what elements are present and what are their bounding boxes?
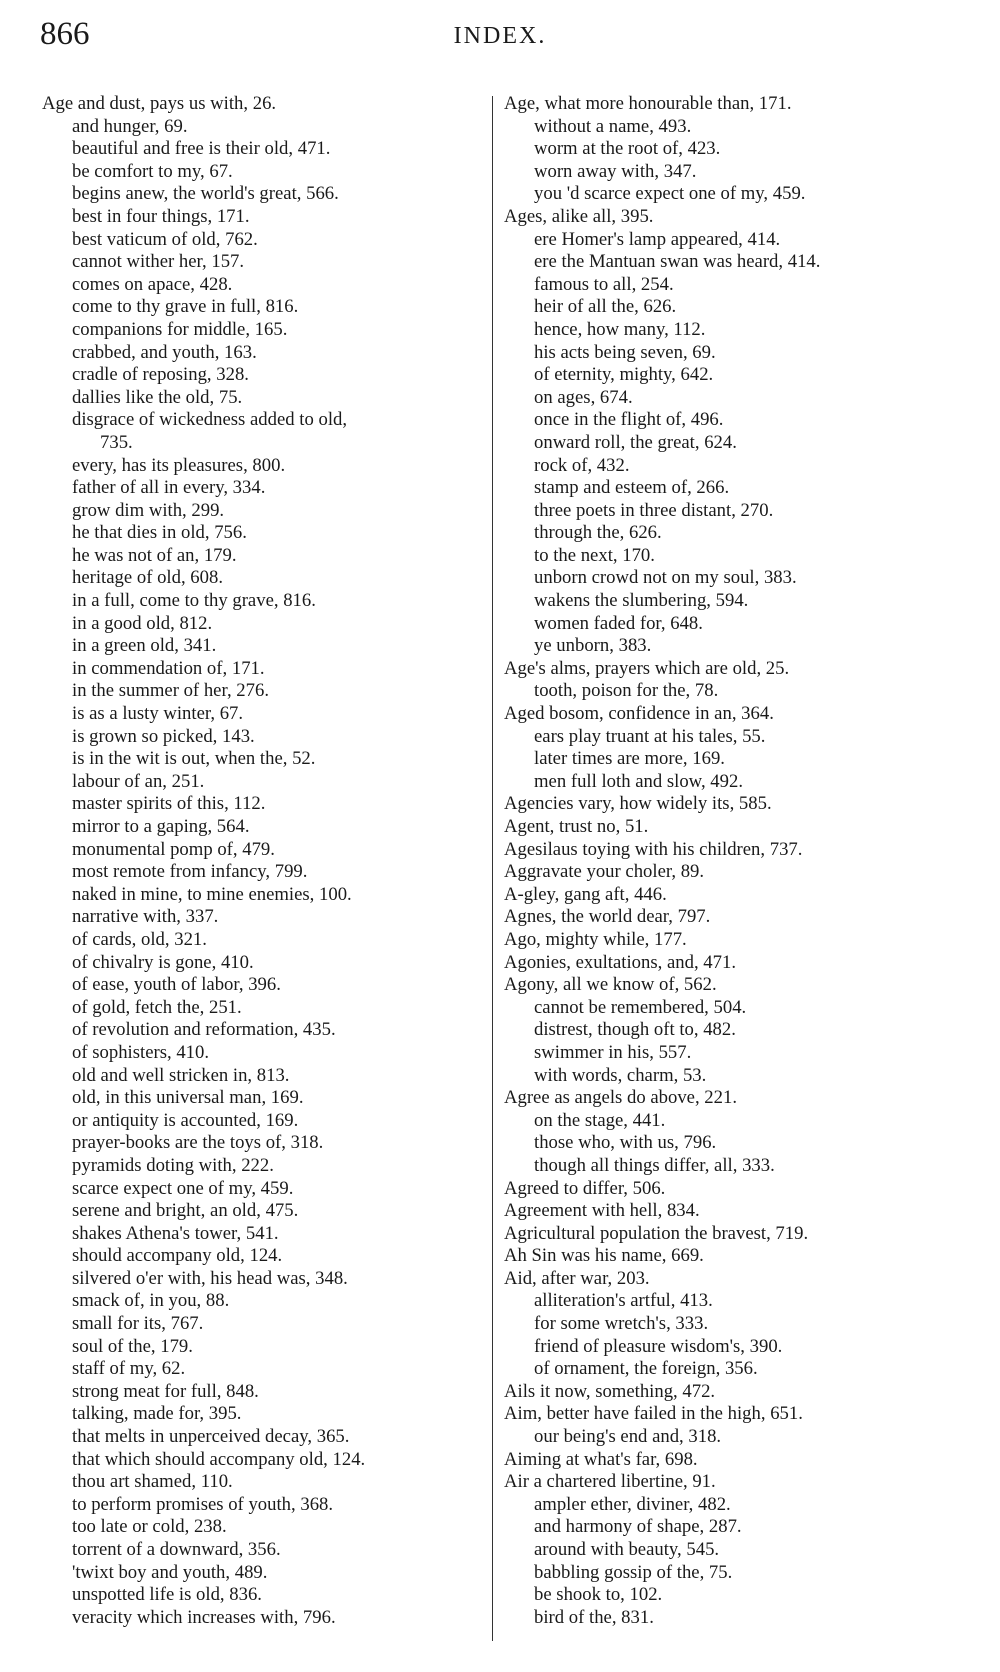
index-subentry: around with beauty, 545. bbox=[534, 1539, 720, 1560]
index-subentry: of ease, youth of labor, 396. bbox=[72, 974, 281, 996]
index-subentry: tooth, poison for the, 78. bbox=[534, 680, 719, 702]
index-subentry: is grown so picked, 143. bbox=[72, 725, 255, 747]
index-heading-entry: Ah Sin was his name, 669. bbox=[504, 1245, 704, 1267]
index-subentry: is in the wit is out, when the, 52. bbox=[72, 748, 316, 770]
index-heading-entry: Agent, trust no, 51. bbox=[504, 816, 649, 837]
index-heading-entry: A-gley, gang aft, 446. bbox=[504, 883, 667, 905]
index-subentry: comes on apace, 428. bbox=[72, 273, 233, 295]
index-subentry: friend of pleasure wisdom's, 390. bbox=[534, 1335, 783, 1357]
index-subentry: naked in mine, to mine enemies, 100. bbox=[72, 883, 352, 905]
index-subentry: staff of my, 62. bbox=[72, 1358, 186, 1380]
index-subentry: most remote from infancy, 799. bbox=[72, 861, 308, 883]
index-heading-entry: Ails it now, something, 472. bbox=[504, 1380, 716, 1402]
index-subentry: small for its, 767. bbox=[72, 1313, 204, 1335]
index-subentry: in a green old, 341. bbox=[72, 635, 217, 657]
index-subentry: prayer-books are the toys of, 318. bbox=[72, 1132, 324, 1154]
index-subentry: you 'd scarce expect one of my, 459. bbox=[534, 183, 806, 205]
index-heading-entry: Agricultural population the bravest, 719. bbox=[504, 1222, 809, 1244]
index-heading-entry: Agreement with hell, 834. bbox=[504, 1200, 700, 1222]
index-subentry: unspotted life is old, 836. bbox=[72, 1584, 262, 1606]
index-subentry: ere the Mantuan swan was heard, 414. bbox=[534, 251, 821, 273]
index-subentry: worn away with, 347. bbox=[534, 160, 697, 182]
index-subentry: cannot wither her, 157. bbox=[72, 251, 245, 273]
index-subentry: silvered o'er with, his head was, 348. bbox=[72, 1267, 348, 1289]
index-column-right bbox=[504, 93, 954, 1629]
index-subentry: heritage of old, 608. bbox=[72, 567, 224, 589]
index-subentry: best in four things, 171. bbox=[72, 205, 250, 227]
index-subentry: cradle of reposing, 328. bbox=[72, 364, 249, 386]
index-subentry: too late or cold, 238. bbox=[72, 1516, 227, 1538]
index-subentry: scarce expect one of my, 459. bbox=[72, 1177, 294, 1199]
index-subentry: father of all in every, 334. bbox=[72, 477, 266, 499]
index-heading-entry: Agree as angels do above, 221. bbox=[504, 1087, 738, 1109]
index-heading-entry: Age, what more honourable than, 171. bbox=[504, 93, 792, 114]
index-subentry: worm at the root of, 423. bbox=[534, 138, 721, 160]
index-subentry: famous to all, 254. bbox=[534, 273, 674, 295]
index-heading-entry: Aggravate your choler, 89. bbox=[504, 861, 705, 883]
index-subentry: alliteration's artful, 413. bbox=[534, 1290, 713, 1312]
index-subentry: labour of an, 251. bbox=[72, 770, 205, 792]
index-subentry: and hunger, 69. bbox=[72, 115, 188, 137]
index-subentry: thou art shamed, 110. bbox=[72, 1471, 233, 1493]
index-subentry: and harmony of shape, 287. bbox=[534, 1516, 742, 1538]
index-subentry: crabbed, and youth, 163. bbox=[72, 341, 257, 363]
index-heading-entry: Agonies, exultations, and, 471. bbox=[504, 951, 737, 973]
index-subentry: to the next, 170. bbox=[534, 544, 655, 566]
index-subentry: is as a lusty winter, 67. bbox=[72, 703, 244, 725]
index-subentry: strong meat for full, 848. bbox=[72, 1380, 259, 1402]
index-subentry: in the summer of her, 276. bbox=[72, 680, 269, 702]
index-heading-entry: Aim, better have failed in the high, 651. bbox=[504, 1403, 803, 1425]
index-heading-entry: Aged bosom, confidence in an, 364. bbox=[504, 703, 774, 725]
index-subentry: three poets in three distant, 270. bbox=[534, 499, 774, 521]
index-subentry: of revolution and reformation, 435. bbox=[72, 1019, 336, 1041]
index-subentry: that which should accompany old, 124. bbox=[72, 1448, 366, 1470]
index-subentry: every, has its pleasures, 800. bbox=[72, 454, 286, 476]
index-subentry: best vaticum of old, 762. bbox=[72, 228, 258, 250]
index-subentry: smack of, in you, 88. bbox=[72, 1290, 230, 1312]
index-subentry: in a good old, 812. bbox=[72, 612, 213, 634]
index-subentry: come to thy grave in full, 816. bbox=[72, 296, 299, 318]
index-subentry: ears play truant at his tales, 55. bbox=[534, 725, 766, 747]
index-heading-entry: Aiming at what's far, 698. bbox=[504, 1448, 698, 1470]
index-subentry: to perform promises of youth, 368. bbox=[72, 1493, 334, 1515]
index-subentry: master spirits of this, 112. bbox=[72, 793, 266, 815]
index-subentry: through the, 626. bbox=[534, 522, 662, 544]
index-subentry: though all things differ, all, 333. bbox=[534, 1154, 775, 1176]
index-subentry: shakes Athena's tower, 541. bbox=[72, 1222, 279, 1244]
index-subentry: in commendation of, 171. bbox=[72, 657, 265, 679]
index-subentry: hence, how many, 112. bbox=[534, 318, 706, 340]
index-subentry: ye unborn, 383. bbox=[534, 635, 652, 657]
index-subentry: dallies like the old, 75. bbox=[72, 386, 243, 408]
page-number: 866 bbox=[40, 16, 90, 52]
index-subentry: distrest, though oft to, 482. bbox=[534, 1019, 736, 1041]
index-subentry: ampler ether, diviner, 482. bbox=[534, 1493, 731, 1515]
index-heading-entry: Age and dust, pays us with, 26. bbox=[42, 93, 277, 114]
index-subentry: or antiquity is accounted, 169. bbox=[72, 1109, 299, 1131]
index-entry-continuation: 735. bbox=[100, 431, 133, 453]
index-subentry: grow dim with, 299. bbox=[72, 499, 225, 521]
index-subentry: our being's end and, 318. bbox=[534, 1426, 722, 1448]
index-subentry: cannot be remembered, 504. bbox=[534, 996, 747, 1018]
index-heading-entry: Ago, mighty while, 177. bbox=[504, 928, 687, 950]
index-subentry: later times are more, 169. bbox=[534, 748, 725, 770]
page-title: INDEX. bbox=[453, 23, 547, 49]
index-subentry: old and well stricken in, 813. bbox=[72, 1064, 290, 1086]
index-subentry: that melts in unperceived decay, 365. bbox=[72, 1426, 350, 1448]
index-subentry: unborn crowd not on my soul, 383. bbox=[534, 567, 797, 589]
index-subentry: of ornament, the foreign, 356. bbox=[534, 1358, 758, 1380]
index-subentry: mirror to a gaping, 564. bbox=[72, 816, 250, 837]
index-subentry: his acts being seven, 69. bbox=[534, 341, 716, 363]
index-subentry: veracity which increases with, 796. bbox=[72, 1606, 336, 1628]
index-subentry: stamp and esteem of, 266. bbox=[534, 477, 730, 499]
index-subentry: rock of, 432. bbox=[534, 454, 630, 476]
index-heading-entry: Agony, all we know of, 562. bbox=[504, 974, 717, 996]
index-subentry: be comfort to my, 67. bbox=[72, 160, 233, 182]
index-subentry: begins anew, the world's great, 566. bbox=[72, 183, 339, 205]
index-heading-entry: Air a chartered libertine, 91. bbox=[504, 1471, 716, 1493]
index-subentry: of gold, fetch the, 251. bbox=[72, 996, 242, 1018]
index-subentry: torrent of a downward, 356. bbox=[72, 1539, 281, 1560]
index-subentry: women faded for, 648. bbox=[534, 612, 703, 634]
index-subentry: he was not of an, 179. bbox=[72, 544, 237, 566]
index-subentry: wakens the slumbering, 594. bbox=[534, 590, 749, 612]
index-subentry: he that dies in old, 756. bbox=[72, 522, 247, 544]
index-subentry: companions for middle, 165. bbox=[72, 318, 288, 340]
index-subentry: monumental pomp of, 479. bbox=[72, 838, 275, 860]
index-subentry: old, in this universal man, 169. bbox=[72, 1087, 304, 1109]
index-subentry: pyramids doting with, 222. bbox=[72, 1154, 274, 1176]
index-subentry: once in the flight of, 496. bbox=[534, 409, 724, 431]
index-heading-entry: Agnes, the world dear, 797. bbox=[504, 906, 711, 928]
index-subentry: those who, with us, 796. bbox=[534, 1132, 717, 1154]
index-subentry: heir of all the, 626. bbox=[534, 296, 677, 318]
index-subentry: bird of the, 831. bbox=[534, 1606, 654, 1628]
index-subentry: babbling gossip of the, 75. bbox=[534, 1561, 733, 1583]
index-subentry bbox=[42, 409, 484, 454]
index-subentry: on the stage, 441. bbox=[534, 1109, 666, 1131]
index-subentry: men full loth and slow, 492. bbox=[534, 770, 744, 792]
index-heading-entry: Agesilaus toying with his children, 737. bbox=[504, 838, 803, 860]
index-subentry: of cards, old, 321. bbox=[72, 928, 207, 950]
index-heading-entry: Aid, after war, 203. bbox=[504, 1267, 650, 1289]
index-subentry: beautiful and free is their old, 471. bbox=[72, 138, 331, 160]
index-subentry: in a full, come to thy grave, 816. bbox=[72, 590, 316, 612]
index-subentry: narrative with, 337. bbox=[72, 906, 219, 928]
index-subentry: swimmer in his, 557. bbox=[534, 1041, 692, 1063]
index-subentry: 'twixt boy and youth, 489. bbox=[72, 1561, 268, 1583]
index-subentry: for some wretch's, 333. bbox=[534, 1313, 709, 1335]
index-subentry: soul of the, 179. bbox=[72, 1335, 193, 1357]
index-heading-entry: Age's alms, prayers which are old, 25. bbox=[504, 657, 790, 679]
index-entry-text: disgrace of wickedness added to old, bbox=[72, 409, 348, 431]
index-subentry: without a name, 493. bbox=[534, 115, 692, 137]
index-subentry: should accompany old, 124. bbox=[72, 1245, 283, 1267]
index-heading-entry: Ages, alike all, 395. bbox=[504, 205, 654, 227]
index-subentry: be shook to, 102. bbox=[534, 1584, 663, 1606]
index-heading-entry: Agencies vary, how widely its, 585. bbox=[504, 793, 772, 815]
index-subentry: of eternity, mighty, 642. bbox=[534, 364, 714, 386]
index-subentry: serene and bright, an old, 475. bbox=[72, 1200, 299, 1222]
index-subentry: ere Homer's lamp appeared, 414. bbox=[534, 228, 781, 250]
index-subentry: talking, made for, 395. bbox=[72, 1403, 242, 1425]
index-column-left bbox=[42, 93, 484, 1629]
index-subentry: onward roll, the great, 624. bbox=[534, 431, 737, 453]
column-divider bbox=[492, 96, 493, 1641]
index-subentry: of chivalry is gone, 410. bbox=[72, 951, 254, 973]
index-heading-entry: Agreed to differ, 506. bbox=[504, 1177, 666, 1199]
index-subentry: on ages, 674. bbox=[534, 386, 633, 408]
index-subentry: of sophisters, 410. bbox=[72, 1041, 210, 1063]
index-subentry: with words, charm, 53. bbox=[534, 1064, 707, 1086]
